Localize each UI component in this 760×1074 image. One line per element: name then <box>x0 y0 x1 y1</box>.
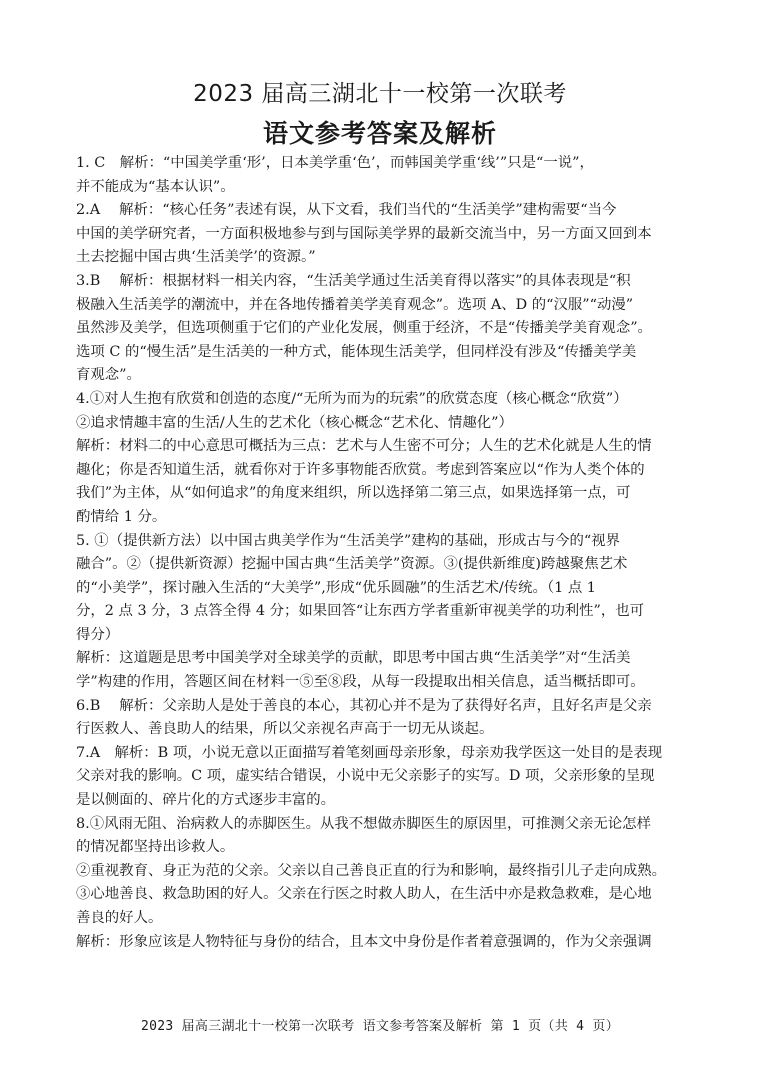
document-subtitle: 语文参考答案及解析 <box>262 119 497 148</box>
text-line: 4.①对人生抱有欣赏和创造的态度/“无所为而为的玩索”的欣赏态度（核心概念“欣赏”） <box>76 390 628 407</box>
text-line: ②追求情趣丰富的生活/人生的艺术化（核心概念“艺术化、情趣化”） <box>76 414 513 431</box>
text-line: 育观念”。 <box>76 367 141 384</box>
text-line: 行医救人、善良助人的结果，所以父亲视名声高于一切无从谈起。 <box>76 721 494 738</box>
text-line: 趣化；你是否知道生活，就看你对于许多事物能否欣赏。考虑到答案应以“作为人类个体的 <box>76 461 645 478</box>
text-line: 虽然涉及美学，但选项侧重于它们的产业化发展，侧重于经济，不是“传播美学美育观念”。 <box>76 320 652 337</box>
text-line: 7.A 解析：B 项，小说无意以正面描写着笔刻画母亲形象，母亲劝我学医这一处目的是表现 <box>76 744 663 761</box>
text-line: 的情况都坚持出诊救人。 <box>76 839 235 856</box>
text-line: 2.A 解析：“核心任务”表述有误，从下文看，我们当代的“生活美学”建构需要“当今 <box>76 202 617 219</box>
text-line: 是以侧面的、碎片化的方式逐步丰富的。 <box>76 792 336 809</box>
document-title: 2023 届高三湖北十一校第一次联考 <box>193 81 567 107</box>
page-footer: 2023 届高三湖北十一校第一次联考 语文参考答案及解析 第 1 页（共 4 页） <box>140 1019 620 1034</box>
text-line: 3.B 解析：根据材料一相关内容，“生活美学通过生活美育得以落实”的具体表现是“积 <box>76 272 631 289</box>
text-line: 父亲对我的影响。C 项，虚实结合错误，小说中无父亲影子的实写。D 项，父亲形象的呈现 <box>76 768 655 785</box>
text-line: 分，2 点 3 分，3 点答全得 4 分；如果回答“让东西方学者重新审视美学的功利性”，也可 <box>76 603 645 620</box>
text-line: 选项 C 的“慢生活”是生活美的一种方式，能体现生活美学，但同样没有涉及“传播美学美 <box>76 343 637 360</box>
text-line: 得分） <box>76 626 120 643</box>
text-line: 酌情给 1 分。 <box>76 508 167 525</box>
text-line: 解析：这道题是思考中国美学对全球美学的贡献，即思考中国古典“生活美学”对“生活美 <box>76 650 631 667</box>
text-line: 中国的美学研究者，一方面积极地参与到与国际美学界的最新交流当中，另一方面又回到本 <box>76 225 652 242</box>
text-line: 解析：形象应该是人物特征与身份的结合，且本文中身份是作者着意强调的，作为父亲强调 <box>76 933 652 950</box>
text-line: 我们”为主体，从“如何追求”的角度来组织，所以选择第二第三点，如果选择第一点，可 <box>76 485 631 502</box>
text-line: 融合”。②（提供新资源）挖掘中国古典“生活美学”资源。③(提供新维度)跨越聚焦艺术 <box>76 556 628 573</box>
text-line: 解析：材料二的中心意思可概括为三点：艺术与人生密不可分；人生的艺术化就是人生的情 <box>76 438 652 455</box>
text-line: 土去挖掘中国古典‘生活美学’的资源。” <box>76 249 316 266</box>
text-line: 5. ①（提供新方法）以中国古典美学作为“生活美学”建构的基础，形成古与今的“视界 <box>76 532 621 549</box>
text-line: 学”构建的作用，答题区间在材料一⑤至⑧段，从每一段提取出相关信息，适当概括即可。 <box>76 674 645 691</box>
text-line: 的“小美学”，探讨融入生活的“大美学”,形成“优乐圆融”的生活艺术/传统。（1 点 1 <box>76 579 596 596</box>
text-line: 6.B 解析：父亲助人是处于善良的本心，其初心并不是为了获得好名声，且好名声是父亲 <box>76 697 652 714</box>
text-line: 1. C 解析：“中国美学重‘形’，日本美学重‘色’，而韩国美学重‘线’”只是“一说”， <box>76 155 594 171</box>
text-line: 8.①风雨无阻、治病救人的赤脚医生。从我不想做赤脚医生的原因里，可推测父亲无论怎样 <box>76 815 651 832</box>
text-line: 并不能成为“基本认识”。 <box>76 178 235 195</box>
document-body <box>76 152 694 954</box>
text-line: ③心地善良、救急助困的好人。父亲在行医之时救人助人，在生活中亦是救急救难，是心地 <box>76 886 652 903</box>
text-line: 善良的好人。 <box>76 910 163 926</box>
text-line: 极融入生活美学的潮流中，并在各地传播着美学美育观念”。选项 A、D 的“汉服”“动漫” <box>76 296 634 313</box>
text-line: ②重视教育、身正为范的父亲。父亲以自己善良正直的行为和影响，最终指引儿子走向成熟。 <box>76 862 667 879</box>
